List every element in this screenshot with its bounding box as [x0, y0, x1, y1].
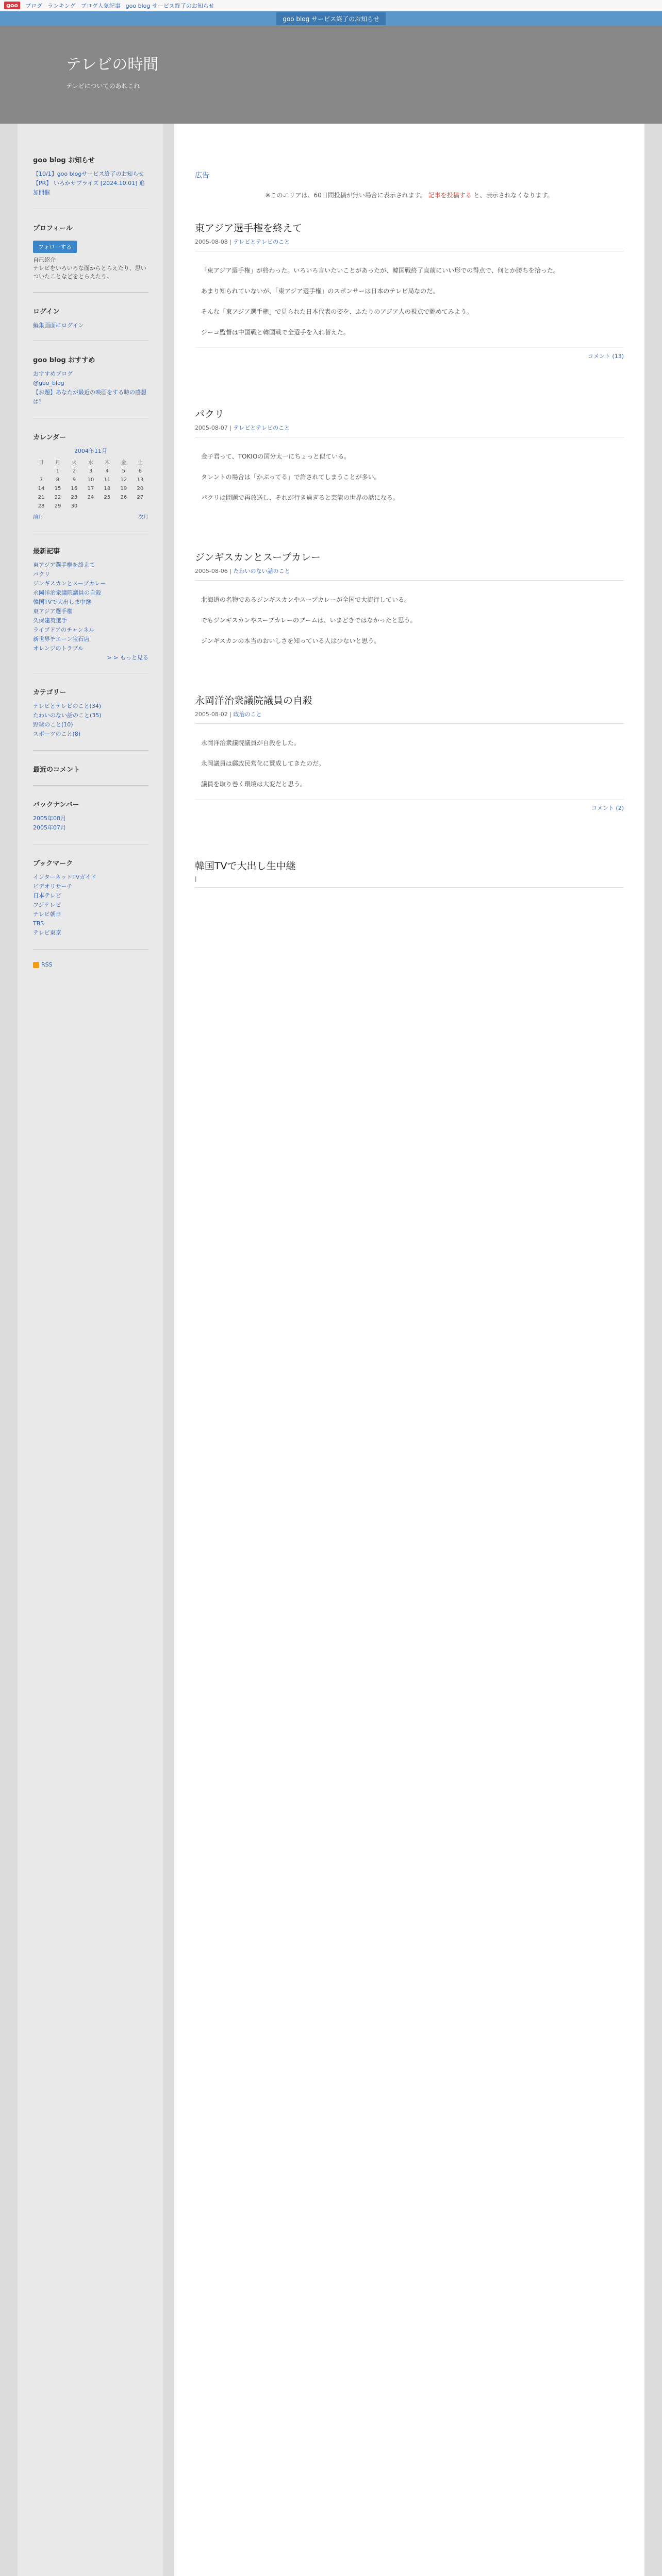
calendar-day[interactable]: 19 [120, 486, 127, 492]
category-item[interactable]: テレビとテレビのこと(34) [33, 703, 102, 709]
calendar-day[interactable] [99, 502, 115, 511]
login-heading: ログイン [33, 308, 60, 316]
blog-post [195, 858, 624, 888]
calendar-day[interactable]: 23 [71, 495, 78, 500]
post-category[interactable]: たわいのない話のこと [233, 568, 290, 574]
notice-text: ※このエリアは、60日間投稿が無い場合に表示されます。 [265, 192, 426, 199]
rss-link[interactable]: RSS [41, 961, 53, 968]
calendar-day[interactable]: 24 [87, 495, 94, 500]
post-category[interactable]: 政治のこと [233, 711, 262, 718]
post-date: 2005-08-06 [194, 568, 228, 574]
calendar-day[interactable]: 9 [72, 477, 76, 483]
calendar-day[interactable]: 22 [54, 495, 61, 500]
recommend-heading: goo blog おすすめ [33, 357, 95, 364]
calendar-day[interactable]: 20 [137, 486, 144, 492]
calendar-day[interactable]: 28 [38, 503, 45, 509]
bookmark-heading: ブックマーク [33, 860, 73, 868]
post-paragraph: 議員を取り巻く環境は大変だと思う。 [201, 781, 306, 788]
calendar-day[interactable]: 11 [104, 477, 111, 483]
bookmark-item[interactable]: ビデオリサーチ [33, 883, 73, 890]
calendar-weekday: 火 [71, 460, 77, 466]
blog-post [195, 406, 624, 503]
calendar-day[interactable]: 5 [122, 468, 126, 474]
calendar-day[interactable] [33, 467, 49, 476]
blog-header [0, 26, 662, 124]
category-item[interactable]: 野球のこと(10) [33, 721, 73, 728]
news-item[interactable]: 【PR】 いろかサプライズ [2024.10.01] 追加開催 [33, 180, 145, 196]
profile-text: テレビをいろいろな面からとらえたり、思いついたことなどをとらえたり。 [33, 265, 146, 280]
recent-item[interactable]: 新世界チエーン宝石店 [33, 636, 90, 642]
blog-post [195, 693, 624, 812]
blog-post [195, 550, 624, 647]
post-paragraph: あまり知られていないが、「東アジア選手権」のスポンサーは日本のテレビ局なのだ。 [201, 287, 439, 295]
post-article-link[interactable]: 記事を投稿する [428, 192, 472, 199]
post-paragraph: でもジンギスカンやスープカレーのブームは、いまどきではなかったと思う。 [201, 617, 417, 624]
calendar-day[interactable]: 6 [138, 468, 142, 474]
post-body [195, 451, 624, 503]
top-link-end-notice[interactable]: goo blog サービス終了のお知らせ [125, 2, 214, 9]
bookmark-item[interactable]: フジテレビ [33, 902, 61, 908]
calendar-day[interactable] [132, 502, 148, 511]
bookmark-item[interactable]: TBS [33, 920, 44, 927]
post-paragraph: そんな「東アジア選手権」で見られた日本代表の姿を、ふたりのアジア人の視点で眺めてみよう。 [201, 308, 473, 315]
backnumber-item[interactable]: 2005年07月 [33, 824, 66, 831]
recent-item[interactable]: オレンジのトラブル [33, 645, 84, 652]
calendar-day[interactable]: 17 [87, 486, 94, 492]
post-meta: | [195, 875, 624, 888]
calendar-day[interactable] [82, 502, 99, 511]
post-title[interactable]: パクリ [194, 409, 224, 420]
top-link-blog[interactable]: ブログ [25, 2, 42, 9]
inactive-notice [195, 191, 624, 200]
recent-more-link[interactable]: > > もっと見る [107, 654, 148, 661]
backnumber-heading: バックナンバー [33, 801, 79, 809]
recent-item[interactable]: ライブドアのチャンネル [33, 626, 95, 633]
post-body [195, 265, 624, 338]
post-category[interactable]: テレビとテレビのこと [233, 425, 290, 431]
post-title[interactable]: ジンギスカンとスープカレー [194, 552, 321, 563]
calendar-day[interactable]: 30 [71, 503, 78, 509]
comments-heading: 最近のコメント [33, 766, 80, 774]
blog-post [195, 221, 624, 360]
bookmark-item[interactable]: 日本テレビ [33, 892, 61, 899]
profile-name: 自己紹介 [33, 257, 56, 263]
post-meta: 2005-08-02 | 政治のこと [195, 710, 624, 724]
calendar-body [33, 467, 148, 511]
calendar-next[interactable]: 次月 [138, 515, 148, 520]
category-list [33, 702, 148, 739]
service-end-link[interactable]: goo blog サービス終了のお知らせ [276, 12, 385, 25]
post-body [195, 737, 624, 790]
calendar-weekdays [33, 457, 148, 467]
calendar-prev[interactable]: 前月 [33, 515, 43, 520]
calendar-heading: カレンダー [33, 434, 67, 442]
calendar-day[interactable]: 16 [71, 486, 78, 492]
top-link-ranking[interactable]: ランキング [47, 2, 76, 9]
calendar-day[interactable]: 7 [39, 477, 43, 483]
calendar-day[interactable]: 3 [89, 468, 93, 474]
login-link[interactable]: 編集画面にログイン [33, 322, 84, 329]
blog-subtitle: テレビについてのあれこれ [66, 82, 140, 90]
recommend-item[interactable]: 【お題】あなたが最近の映画をする時の感想は？ [33, 389, 146, 405]
calendar-weekday: 月 [55, 460, 60, 466]
recent-item[interactable]: 永岡洋治衆議院議員の自殺 [33, 589, 101, 596]
calendar-day[interactable]: 13 [137, 477, 144, 483]
blog-title[interactable]: テレビの時間 [66, 56, 159, 74]
backnumber-item[interactable]: 2005年08月 [33, 815, 66, 822]
calendar-day[interactable]: 18 [104, 486, 111, 492]
calendar-day[interactable]: 8 [56, 477, 60, 483]
recent-heading: 最新記事 [33, 548, 60, 555]
calendar-weekday: 土 [137, 460, 143, 466]
bookmark-item[interactable]: テレビ朝日 [33, 911, 61, 918]
bookmark-item[interactable]: インターネットTVガイド [33, 874, 96, 880]
post-list [195, 221, 624, 888]
calendar-day[interactable]: 26 [120, 495, 127, 500]
post-paragraph: 永岡議員は郵政民営化に賛成してきたのだ。 [201, 760, 325, 767]
calendar-day[interactable]: 12 [120, 477, 127, 483]
calendar-day[interactable]: 15 [54, 486, 61, 492]
category-heading: カテゴリー [33, 689, 67, 697]
recent-item[interactable]: 東アジア選手権を終えて [33, 562, 95, 568]
calendar-day[interactable]: 27 [137, 495, 144, 500]
recent-item[interactable]: 東アジア選手権 [33, 608, 73, 615]
top-link-popular[interactable]: ブログ人気記事 [80, 2, 121, 9]
calendar-day[interactable]: 2 [72, 468, 76, 474]
calendar-day[interactable]: 1 [56, 468, 60, 474]
backnumber-list [33, 814, 148, 833]
post-meta: 2005-08-06 | たわいのない話のこと [195, 567, 624, 581]
recent-item[interactable]: ジンギスカンとスープカレー [33, 580, 106, 587]
calendar-weekday: 金 [121, 460, 126, 466]
post-title[interactable]: 東アジア選手権を終えて [194, 223, 303, 234]
calendar-day[interactable] [115, 502, 132, 511]
calendar-day[interactable]: 14 [38, 486, 45, 492]
follow-button[interactable]: フォローする [33, 241, 77, 253]
calendar-day[interactable]: 29 [54, 503, 61, 509]
post-paragraph: ジンギスカンの本当のおいしさを知っている人は少ないと思う。 [201, 637, 380, 645]
post-paragraph: ジーコ監督は中国戦と韓国戦で全選手を入れ替えた。 [201, 329, 350, 336]
recommend-list [33, 369, 148, 406]
recent-item[interactable]: 韓国TVで大出しま中継 [33, 599, 92, 605]
category-item[interactable]: たわいのない話のこと(35) [33, 712, 102, 719]
sidebar [18, 124, 163, 2576]
recommend-item[interactable]: @goo_blog [33, 380, 64, 386]
post-meta: 2005-08-07 | テレビとテレビのこと [195, 423, 624, 437]
post-date: 2005-08-08 [194, 239, 228, 245]
profile-heading: プロフィール [33, 225, 73, 232]
service-end-bar [0, 11, 662, 26]
post-paragraph: 永岡洋治衆議院議員が自殺をした。 [201, 739, 300, 747]
post-category[interactable]: テレビとテレビのこと [233, 239, 290, 245]
calendar-weekday: 木 [104, 460, 110, 466]
calendar-weekday: 水 [88, 460, 93, 466]
calendar-day[interactable]: 21 [38, 495, 45, 500]
calendar-weekday: 日 [38, 460, 44, 466]
post-comment-link[interactable]: コメント (2) [195, 799, 624, 812]
calendar [33, 447, 148, 511]
post-body [195, 594, 624, 647]
recommend-item[interactable]: おすすめブログ [33, 370, 73, 377]
top-bar [0, 0, 662, 11]
goo-logo[interactable]: goo [4, 2, 20, 9]
post-paragraph: 金子君って、TOKIOの国分太一にちょっと似ている。 [201, 453, 351, 460]
calendar-day[interactable]: 10 [87, 477, 94, 483]
main-content [174, 124, 644, 2576]
post-paragraph: 「東アジア選手権」が終わった。いろいろ言いたいことがあったが、韓国戦終了直前にいい形での得点で、何とか勝ちを拾った。 [201, 267, 559, 274]
bookmark-item[interactable]: テレビ東京 [33, 929, 61, 936]
bookmark-list [33, 873, 148, 938]
news-item[interactable]: 【10/1】goo blogサービス終了のお知らせ [33, 171, 144, 177]
post-title[interactable]: 韓国TVで大出し生中継 [194, 860, 296, 872]
recent-item[interactable]: 久保建英選手 [33, 617, 67, 624]
news-heading: goo blog お知らせ [33, 157, 95, 164]
post-meta: 2005-08-08 | テレビとテレビのこと [195, 238, 624, 251]
post-paragraph: パクリは問題で再放送し、それが行き過ぎると芸能の世界の話になる。 [201, 494, 399, 501]
calendar-day[interactable]: 4 [105, 468, 109, 474]
recent-list [33, 561, 148, 653]
calendar-month: 2004年11月 [74, 448, 107, 454]
recent-item[interactable]: パクリ [33, 571, 50, 578]
news-list [33, 170, 148, 197]
post-date: 2005-08-02 [194, 711, 228, 718]
ad-label: 広告 [194, 172, 209, 180]
category-item[interactable]: スポーツのこと(8) [33, 731, 81, 737]
post-title[interactable]: 永岡洋治衆議院議員の自殺 [194, 695, 312, 706]
calendar-day[interactable]: 25 [104, 495, 111, 500]
post-date: 2005-08-07 [194, 425, 228, 431]
notice-tail: と、表示されなくなります。 [473, 192, 554, 199]
rss-icon[interactable] [33, 962, 39, 968]
post-paragraph: タレントの場合は「かぶってる」で許されてしまうことが多い。 [201, 473, 380, 481]
post-paragraph: 北海道の名物であるジンギスカンやスープカレーが全国で大流行している。 [201, 596, 411, 603]
post-comment-link[interactable]: コメント (13) [195, 347, 624, 360]
